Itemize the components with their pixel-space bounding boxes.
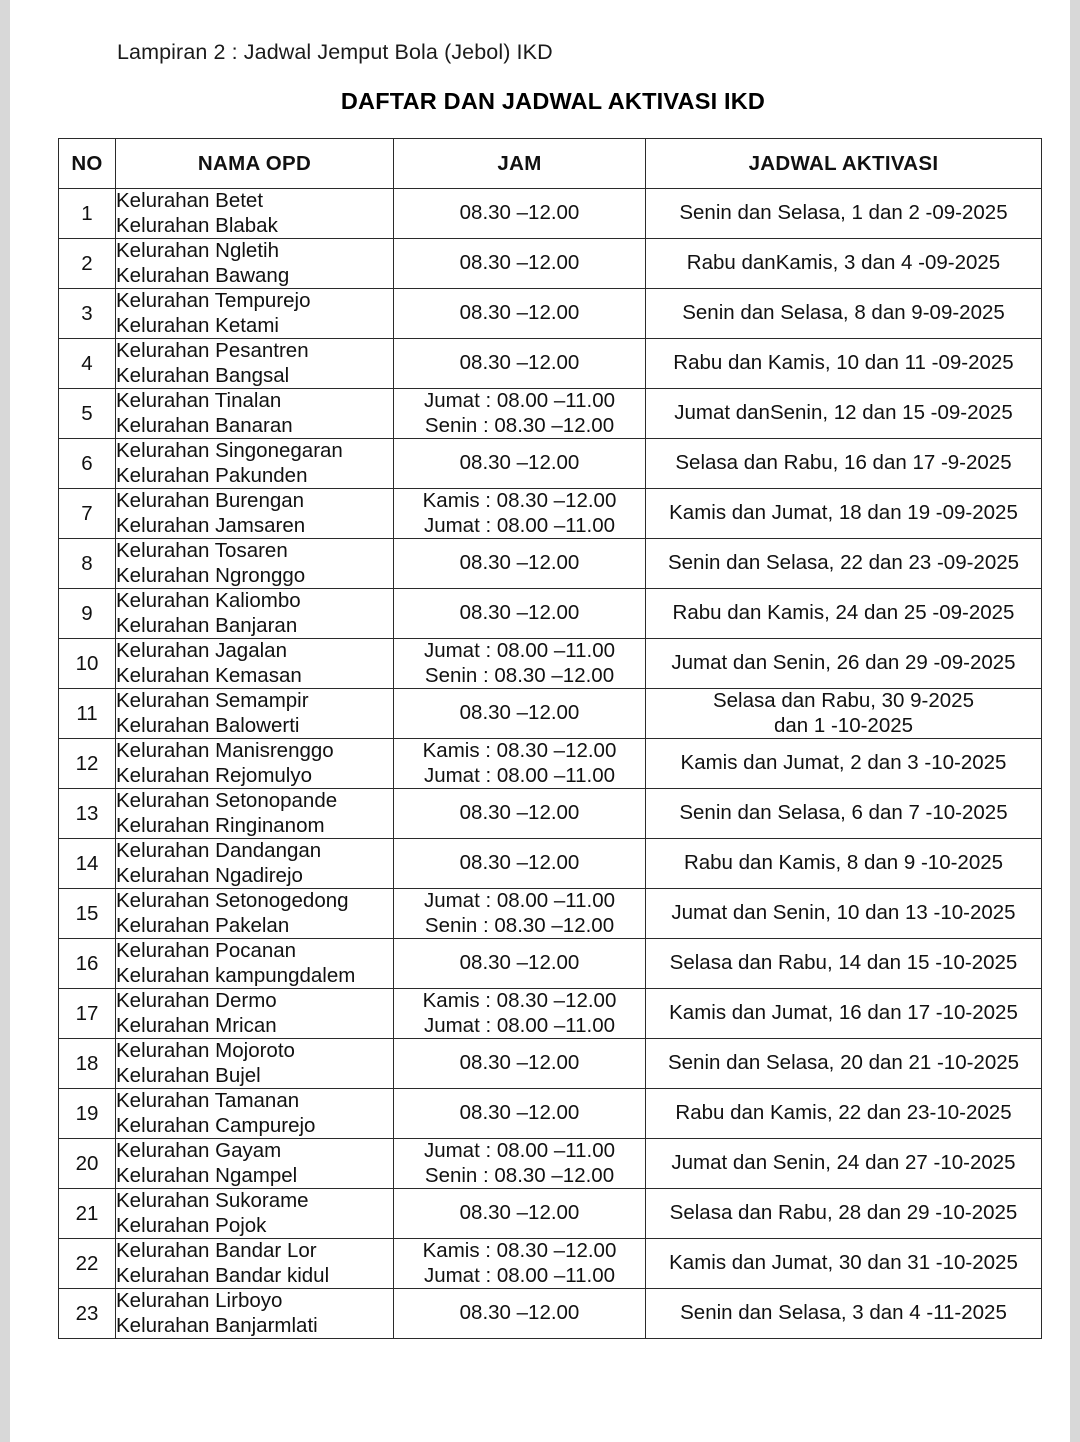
table-row [59, 239, 1042, 289]
cell-jam [394, 539, 646, 589]
text-line: 08.30 –12.00 [459, 951, 580, 975]
text-line: Kelurahan Semampir [116, 689, 309, 713]
table-row [59, 789, 1042, 839]
text-line: Kelurahan Bawang [116, 263, 290, 287]
text-line: dan 1 -10-2025 [773, 713, 914, 737]
cell-jadwal-aktivasi [646, 489, 1042, 539]
text-line: Kelurahan Gayam [116, 1139, 282, 1163]
cell-no: 13 [59, 789, 116, 839]
cell-nama-opd [116, 939, 394, 989]
text-line: Senin : 08.30 –12.00 [424, 1163, 615, 1187]
text-line: 08.30 –12.00 [459, 551, 580, 575]
text-line: Kelurahan Ngampel [116, 1163, 298, 1187]
cell-no: 1 [59, 189, 116, 239]
cell-no: 3 [59, 289, 116, 339]
cell-jadwal-aktivasi [646, 939, 1042, 989]
table-body [59, 189, 1042, 1339]
text-line: Kelurahan Tempurejo [116, 289, 311, 313]
cell-nama-opd [116, 389, 394, 439]
text-line: Kelurahan kampungdalem [116, 963, 356, 987]
cell-jam [394, 239, 646, 289]
cell-nama-opd [116, 639, 394, 689]
table-row [59, 439, 1042, 489]
text-line: Kelurahan Bandar Lor [116, 1239, 317, 1263]
text-line: 08.30 –12.00 [459, 701, 580, 725]
text-line: Kelurahan Ngletih [116, 239, 279, 263]
text-line: Senin dan Selasa, 20 dan 21 -10-2025 [667, 1051, 1020, 1075]
text-line: Senin : 08.30 –12.00 [424, 663, 615, 687]
cell-jadwal-aktivasi [646, 339, 1042, 389]
cell-jam [394, 1239, 646, 1289]
text-line: Kelurahan Manisrenggo [116, 739, 334, 763]
text-line: Jumat dan Senin, 26 dan 29 -09-2025 [671, 651, 1016, 675]
table-row [59, 689, 1042, 739]
text-line: 08.30 –12.00 [459, 1201, 580, 1225]
text-line: Kelurahan Pakelan [116, 913, 290, 937]
cell-no: 19 [59, 1089, 116, 1139]
cell-nama-opd [116, 339, 394, 389]
cell-nama-opd [116, 1039, 394, 1089]
text-line: 08.30 –12.00 [459, 851, 580, 875]
text-line: Kelurahan Ketami [116, 313, 279, 337]
cell-nama-opd [116, 889, 394, 939]
cell-no: 22 [59, 1239, 116, 1289]
table-row [59, 1189, 1042, 1239]
cell-jam [394, 439, 646, 489]
table-row [59, 189, 1042, 239]
text-line: Kelurahan Pakunden [116, 463, 308, 487]
text-line: Kelurahan Balowerti [116, 713, 300, 737]
cell-jam [394, 839, 646, 889]
text-line: Kelurahan Ringinanom [116, 813, 325, 837]
text-line: Rabu danKamis, 3 dan 4 -09-2025 [686, 251, 1001, 275]
text-line: Kelurahan Lirboyo [116, 1289, 283, 1313]
text-line: Kelurahan Kaliombo [116, 589, 301, 613]
table-row [59, 1039, 1042, 1089]
table-row [59, 739, 1042, 789]
table-row [59, 539, 1042, 589]
cell-no: 17 [59, 989, 116, 1039]
cell-jadwal-aktivasi [646, 1189, 1042, 1239]
cell-nama-opd [116, 589, 394, 639]
cell-nama-opd [116, 1089, 394, 1139]
page-title: DAFTAR DAN JADWAL AKTIVASI IKD [340, 88, 766, 114]
text-line: Kelurahan Tinalan [116, 389, 282, 413]
text-line: Jumat : 08.00 –11.00 [423, 889, 616, 913]
cell-nama-opd [116, 439, 394, 489]
table-row [59, 889, 1042, 939]
text-line: Selasa dan Rabu, 14 dan 15 -10-2025 [669, 951, 1018, 975]
text-line: 08.30 –12.00 [459, 201, 580, 225]
text-line: Kelurahan Bandar kidul [116, 1263, 330, 1287]
cell-jadwal-aktivasi [646, 989, 1042, 1039]
text-line: Senin : 08.30 –12.00 [424, 413, 615, 437]
text-line: Jumat : 08.00 –11.00 [423, 513, 616, 537]
text-line: Kelurahan Ngronggo [116, 563, 306, 587]
text-line: 08.30 –12.00 [459, 251, 580, 275]
cell-no: 8 [59, 539, 116, 589]
text-line: Jumat : 08.00 –11.00 [423, 639, 616, 663]
text-line: Kelurahan Banjarmlati [116, 1313, 318, 1337]
cell-jadwal-aktivasi [646, 639, 1042, 689]
text-line: Kelurahan Bangsal [116, 363, 290, 387]
cell-jadwal-aktivasi [646, 689, 1042, 739]
text-line: Kelurahan Rejomulyo [116, 763, 313, 787]
cell-jam [394, 589, 646, 639]
cell-nama-opd [116, 789, 394, 839]
text-line: Kelurahan Bujel [116, 1063, 261, 1087]
table-row [59, 939, 1042, 989]
cell-jam [394, 639, 646, 689]
text-line: Senin dan Selasa, 6 dan 7 -10-2025 [679, 801, 1008, 825]
cell-jadwal-aktivasi [646, 589, 1042, 639]
cell-jadwal-aktivasi [646, 839, 1042, 889]
cell-jam [394, 739, 646, 789]
cell-jadwal-aktivasi [646, 439, 1042, 489]
text-line: Kelurahan Banaran [116, 413, 293, 437]
text-line: 08.30 –12.00 [459, 1301, 580, 1325]
cell-nama-opd [116, 1139, 394, 1189]
cell-nama-opd [116, 289, 394, 339]
table-row [59, 1289, 1042, 1339]
cell-jadwal-aktivasi [646, 1089, 1042, 1139]
cell-no: 15 [59, 889, 116, 939]
cell-jam [394, 189, 646, 239]
text-line: Jumat dan Senin, 10 dan 13 -10-2025 [671, 901, 1016, 925]
cell-no: 16 [59, 939, 116, 989]
text-line: Kamis dan Jumat, 16 dan 17 -10-2025 [669, 1001, 1018, 1025]
cell-no: 7 [59, 489, 116, 539]
text-line: Kelurahan Dermo [116, 989, 277, 1013]
cell-no: 10 [59, 639, 116, 689]
text-line: Rabu dan Kamis, 8 dan 9 -10-2025 [683, 851, 1004, 875]
text-line: Kelurahan Setonogedong [116, 889, 349, 913]
text-line: Rabu dan Kamis, 24 dan 25 -09-2025 [672, 601, 1015, 625]
text-line: Kelurahan Jagalan [116, 639, 287, 663]
cell-jadwal-aktivasi [646, 1139, 1042, 1189]
column-header-nama-opd: NAMA OPD [116, 139, 394, 189]
cell-nama-opd [116, 989, 394, 1039]
cell-no: 2 [59, 239, 116, 289]
cell-jam [394, 939, 646, 989]
table-row [59, 1089, 1042, 1139]
cell-no: 18 [59, 1039, 116, 1089]
text-line: Kamis dan Jumat, 2 dan 3 -10-2025 [680, 751, 1007, 775]
cell-jadwal-aktivasi [646, 1289, 1042, 1339]
text-line: Jumat : 08.00 –11.00 [423, 389, 616, 413]
cell-jadwal-aktivasi [646, 239, 1042, 289]
cell-no: 5 [59, 389, 116, 439]
text-line: Kelurahan Jamsaren [116, 513, 306, 537]
cell-no: 23 [59, 1289, 116, 1339]
text-line: Kelurahan Tamanan [116, 1089, 300, 1113]
table-row [59, 289, 1042, 339]
table-row [59, 589, 1042, 639]
text-line: Kelurahan Betet [116, 189, 264, 213]
text-line: 08.30 –12.00 [459, 301, 580, 325]
schedule-table [58, 138, 1042, 1339]
text-line: Jumat : 08.00 –11.00 [423, 1139, 616, 1163]
cell-nama-opd [116, 839, 394, 889]
cell-no: 11 [59, 689, 116, 739]
cell-jadwal-aktivasi [646, 289, 1042, 339]
text-line: Selasa dan Rabu, 30 9-2025 [712, 689, 974, 713]
text-line: 08.30 –12.00 [459, 801, 580, 825]
table-row [59, 989, 1042, 1039]
text-line: Kelurahan Pesantren [116, 339, 309, 363]
document-subtitle: Lampiran 2 : Jadwal Jemput Bola (Jebol) IKD [117, 40, 553, 64]
text-line: Kamis : 08.30 –12.00 [422, 989, 617, 1013]
text-line: Senin dan Selasa, 1 dan 2 -09-2025 [679, 201, 1008, 225]
cell-jam [394, 1289, 646, 1339]
text-line: Kelurahan Ngadirejo [116, 863, 303, 887]
cell-nama-opd [116, 189, 394, 239]
text-line: Selasa dan Rabu, 28 dan 29 -10-2025 [669, 1201, 1018, 1225]
text-line: Senin dan Selasa, 3 dan 4 -11-2025 [680, 1301, 1007, 1325]
cell-no: 12 [59, 739, 116, 789]
cell-jam [394, 389, 646, 439]
document-page [10, 0, 1070, 1442]
text-line: Kamis : 08.30 –12.00 [422, 739, 617, 763]
cell-nama-opd [116, 1189, 394, 1239]
text-line: Kamis : 08.30 –12.00 [422, 489, 617, 513]
cell-jam [394, 339, 646, 389]
cell-nama-opd [116, 689, 394, 739]
cell-jam [394, 289, 646, 339]
text-line: Kamis dan Jumat, 18 dan 19 -09-2025 [669, 501, 1018, 525]
table-row [59, 389, 1042, 439]
cell-nama-opd [116, 1239, 394, 1289]
table-header-row [59, 139, 1042, 189]
table-row [59, 1239, 1042, 1289]
cell-jam [394, 889, 646, 939]
cell-jadwal-aktivasi [646, 539, 1042, 589]
text-line: Senin dan Selasa, 22 dan 23 -09-2025 [667, 551, 1020, 575]
column-header-jadwal: JADWAL AKTIVASI [646, 139, 1042, 189]
table-row [59, 639, 1042, 689]
cell-nama-opd [116, 489, 394, 539]
text-line: Kelurahan Singonegaran [116, 439, 343, 463]
text-line: Jumat dan Senin, 24 dan 27 -10-2025 [671, 1151, 1016, 1175]
cell-no: 4 [59, 339, 116, 389]
table-row [59, 839, 1042, 889]
text-line: Kelurahan Blabak [116, 213, 278, 237]
cell-jam [394, 1039, 646, 1089]
text-line: 08.30 –12.00 [459, 351, 580, 375]
text-line: Kelurahan Tosaren [116, 539, 288, 563]
cell-jam [394, 989, 646, 1039]
cell-jam [394, 689, 646, 739]
text-line: Kelurahan Setonopande [116, 789, 338, 813]
cell-jadwal-aktivasi [646, 739, 1042, 789]
text-line: Jumat : 08.00 –11.00 [423, 1263, 616, 1287]
cell-jam [394, 1139, 646, 1189]
cell-no: 14 [59, 839, 116, 889]
cell-jadwal-aktivasi [646, 1239, 1042, 1289]
text-line: Rabu dan Kamis, 22 dan 23-10-2025 [675, 1101, 1012, 1125]
column-header-no: NO [59, 139, 116, 189]
text-line: Kelurahan Mojoroto [116, 1039, 295, 1063]
cell-no: 9 [59, 589, 116, 639]
table-row [59, 489, 1042, 539]
text-line: Jumat : 08.00 –11.00 [423, 1013, 616, 1037]
text-line: Kelurahan Kemasan [116, 663, 302, 687]
column-header-jam: JAM [394, 139, 646, 189]
cell-nama-opd [116, 539, 394, 589]
cell-no: 21 [59, 1189, 116, 1239]
text-line: Selasa dan Rabu, 16 dan 17 -9-2025 [675, 451, 1012, 475]
text-line: 08.30 –12.00 [459, 1101, 580, 1125]
table-row [59, 1139, 1042, 1189]
text-line: Rabu dan Kamis, 10 dan 11 -09-2025 [673, 351, 1014, 375]
cell-nama-opd [116, 739, 394, 789]
text-line: Kelurahan Sukorame [116, 1189, 309, 1213]
table-header [59, 139, 1042, 189]
cell-jadwal-aktivasi [646, 889, 1042, 939]
cell-jadwal-aktivasi [646, 189, 1042, 239]
text-line: Kelurahan Pocanan [116, 939, 297, 963]
text-line: Kelurahan Mrican [116, 1013, 277, 1037]
text-line: Kelurahan Banjaran [116, 613, 298, 637]
cell-nama-opd [116, 1289, 394, 1339]
text-line: Kelurahan Pojok [116, 1213, 267, 1237]
text-line: Kelurahan Campurejo [116, 1113, 316, 1137]
text-line: Kelurahan Burengan [116, 489, 305, 513]
cell-nama-opd [116, 239, 394, 289]
cell-jadwal-aktivasi [646, 1039, 1042, 1089]
text-line: 08.30 –12.00 [459, 601, 580, 625]
cell-jam [394, 1089, 646, 1139]
cell-jam [394, 789, 646, 839]
text-line: Senin : 08.30 –12.00 [424, 913, 615, 937]
text-line: Jumat : 08.00 –11.00 [423, 763, 616, 787]
cell-no: 6 [59, 439, 116, 489]
cell-jadwal-aktivasi [646, 389, 1042, 439]
text-line: Senin dan Selasa, 8 dan 9-09-2025 [682, 301, 1005, 325]
text-line: Kamis : 08.30 –12.00 [422, 1239, 617, 1263]
text-line: Kamis dan Jumat, 30 dan 31 -10-2025 [669, 1251, 1018, 1275]
cell-jam [394, 489, 646, 539]
text-line: 08.30 –12.00 [459, 1051, 580, 1075]
cell-jadwal-aktivasi [646, 789, 1042, 839]
text-line: Kelurahan Dandangan [116, 839, 322, 863]
text-line: 08.30 –12.00 [459, 451, 580, 475]
cell-no: 20 [59, 1139, 116, 1189]
table-row [59, 339, 1042, 389]
cell-jam [394, 1189, 646, 1239]
text-line: Jumat danSenin, 12 dan 15 -09-2025 [674, 401, 1013, 425]
